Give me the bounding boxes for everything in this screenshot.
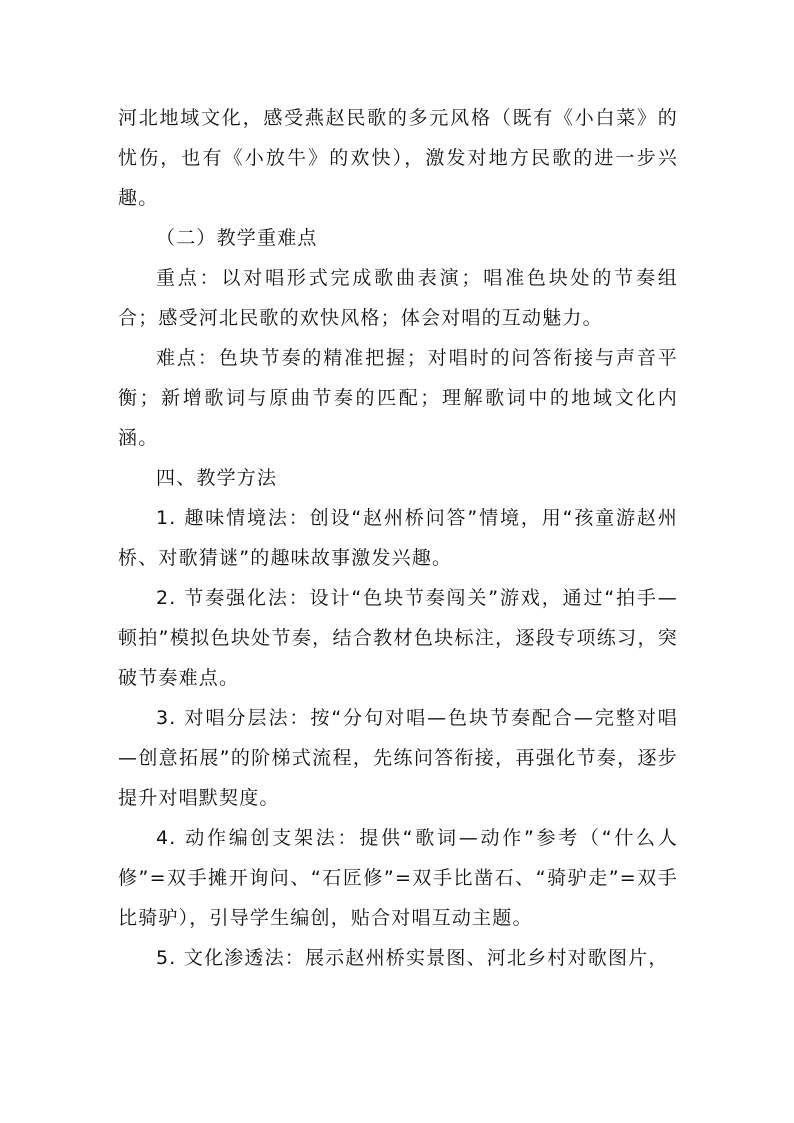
list-item-method-2: 2. 节奏强化法：设计“色块节奏闯关”游戏，通过“拍手—顿拍”模拟色块处节奏，结合教材色块标注，逐段专项练习，突破节奏难点。 (118, 587, 678, 689)
list-item-method-5: 5. 文化渗透法：展示赵州桥实景图、河北乡村对歌图片， (156, 947, 669, 969)
list-item-method-1: 1. 趣味情境法：创设“赵州桥问答”情境，用“孩童游赵州桥、对歌猜谜”的趣味故事激发兴趣。 (118, 507, 678, 569)
paragraph-key-points: 重点：以对唱形式完成歌曲表演；唱准色块处的节奏组合；感受河北民歌的欢快风格；体会对唱的互动魅力。 (118, 267, 678, 329)
paragraph-culture-intro: 河北地域文化，感受燕赵民歌的多元风格（既有《小白菜》的忧伤，也有《小放牛》的欢快），激发对地方民歌的进一步兴趣。 (118, 107, 678, 209)
document-body (118, 98, 678, 978)
section-heading-teaching-methods: 四、教学方法 (156, 467, 278, 489)
paragraph-difficult-points: 难点：色块节奏的精准把握；对唱时的问答衔接与声音平衡；新增歌词与原曲节奏的匹配；理解歌词中的地域文化内涵。 (118, 347, 678, 449)
list-item-method-3: 3. 对唱分层法：按“分句对唱—色块节奏配合—完整对唱—创意拓展”的阶梯式流程，先练问答衔接，再强化节奏，逐步提升对唱默契度。 (118, 707, 678, 809)
section-heading-key-difficult-points: （二）教学重难点 (156, 227, 318, 249)
list-item-method-4: 4. 动作编创支架法：提供“歌词—动作”参考（“什么人修”=双手摊开询问、“石匠修”=双手比凿石、“骑驴走”=双手比骑驴），引导学生编创，贴合对唱互动主题。 (118, 827, 678, 929)
